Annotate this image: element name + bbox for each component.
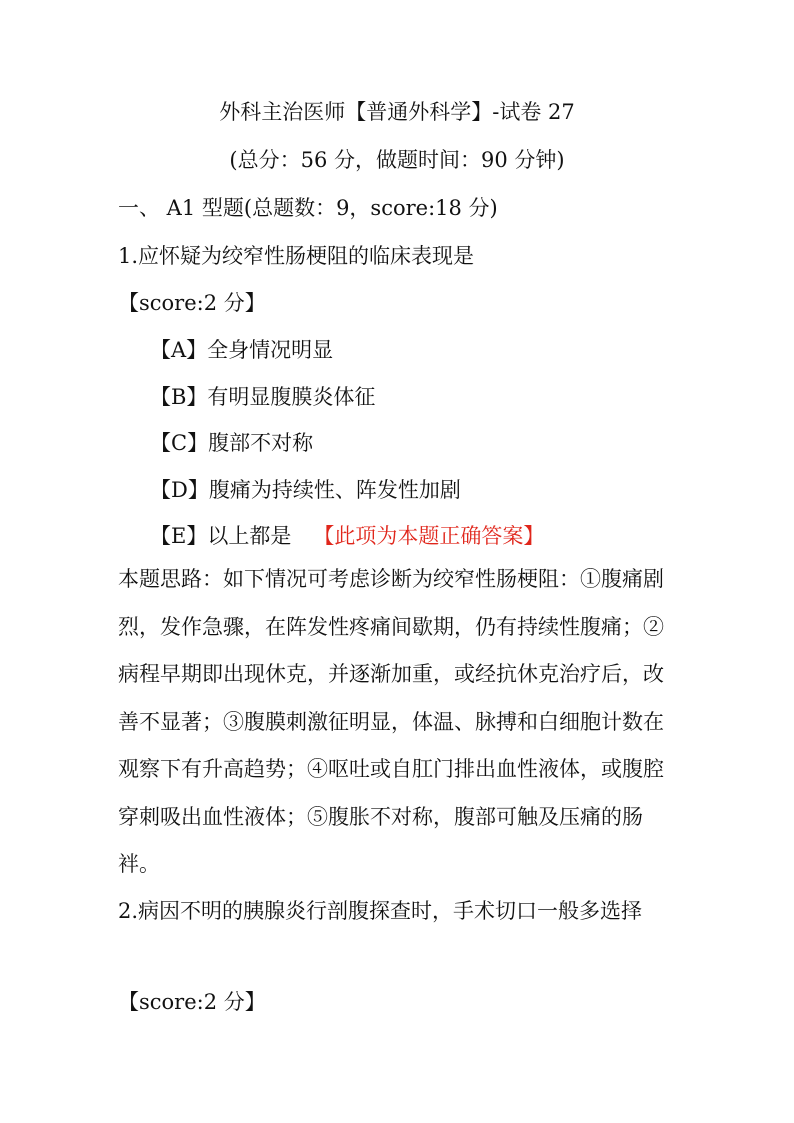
- page-title: 外科主治医师【普通外科学】-试卷 27: [219, 100, 575, 124]
- question-1-option-c: 【C】腹部不对称: [150, 431, 314, 455]
- question-1-explanation: 本题思路：如下情况可考虑诊断为绞窄性肠梗阻：①腹痛剧烈，发作急骤，在阵发性疼痛间歇期，仍有持续性腹痛；②病程早期即出现休克，并逐渐加重，或经抗休克治疗后，改善不显著；③腹膜刺激征明显，体温、脉搏和白细胞计数在观察下有升高趋势；④呕吐或自肛门排出血性液体，或腹腔穿刺吸出血性液体；⑤腹胀不对称，腹部可触及压痛的肠袢。: [118, 567, 664, 876]
- question-1-option-d: 【D】腹痛为持续性、阵发性加剧: [150, 478, 461, 502]
- question-1-stem: 1.应怀疑为绞窄性肠梗阻的临床表现是: [118, 244, 475, 268]
- option-e-label: 【E】以上都是: [150, 524, 292, 548]
- question-1-score: 【score:2 分】: [118, 291, 266, 315]
- section-heading: 一、 A1 型题(总题数：9，score:18 分): [118, 196, 498, 220]
- question-1-option-e: [150, 522, 544, 550]
- question-1-option-a: 【A】全身情况明显: [150, 338, 334, 362]
- page-subtitle: (总分：56 分，做题时间：90 分钟): [229, 148, 565, 172]
- question-1-option-b: 【B】有明显腹膜炎体征: [150, 385, 376, 409]
- correct-answer-mark: 【此项为本题正确答案】: [313, 524, 545, 548]
- question-2-stem: 2.病因不明的胰腺炎行剖腹探查时，手术切口一般多选择: [118, 899, 643, 923]
- question-2-score: 【score:2 分】: [118, 990, 266, 1014]
